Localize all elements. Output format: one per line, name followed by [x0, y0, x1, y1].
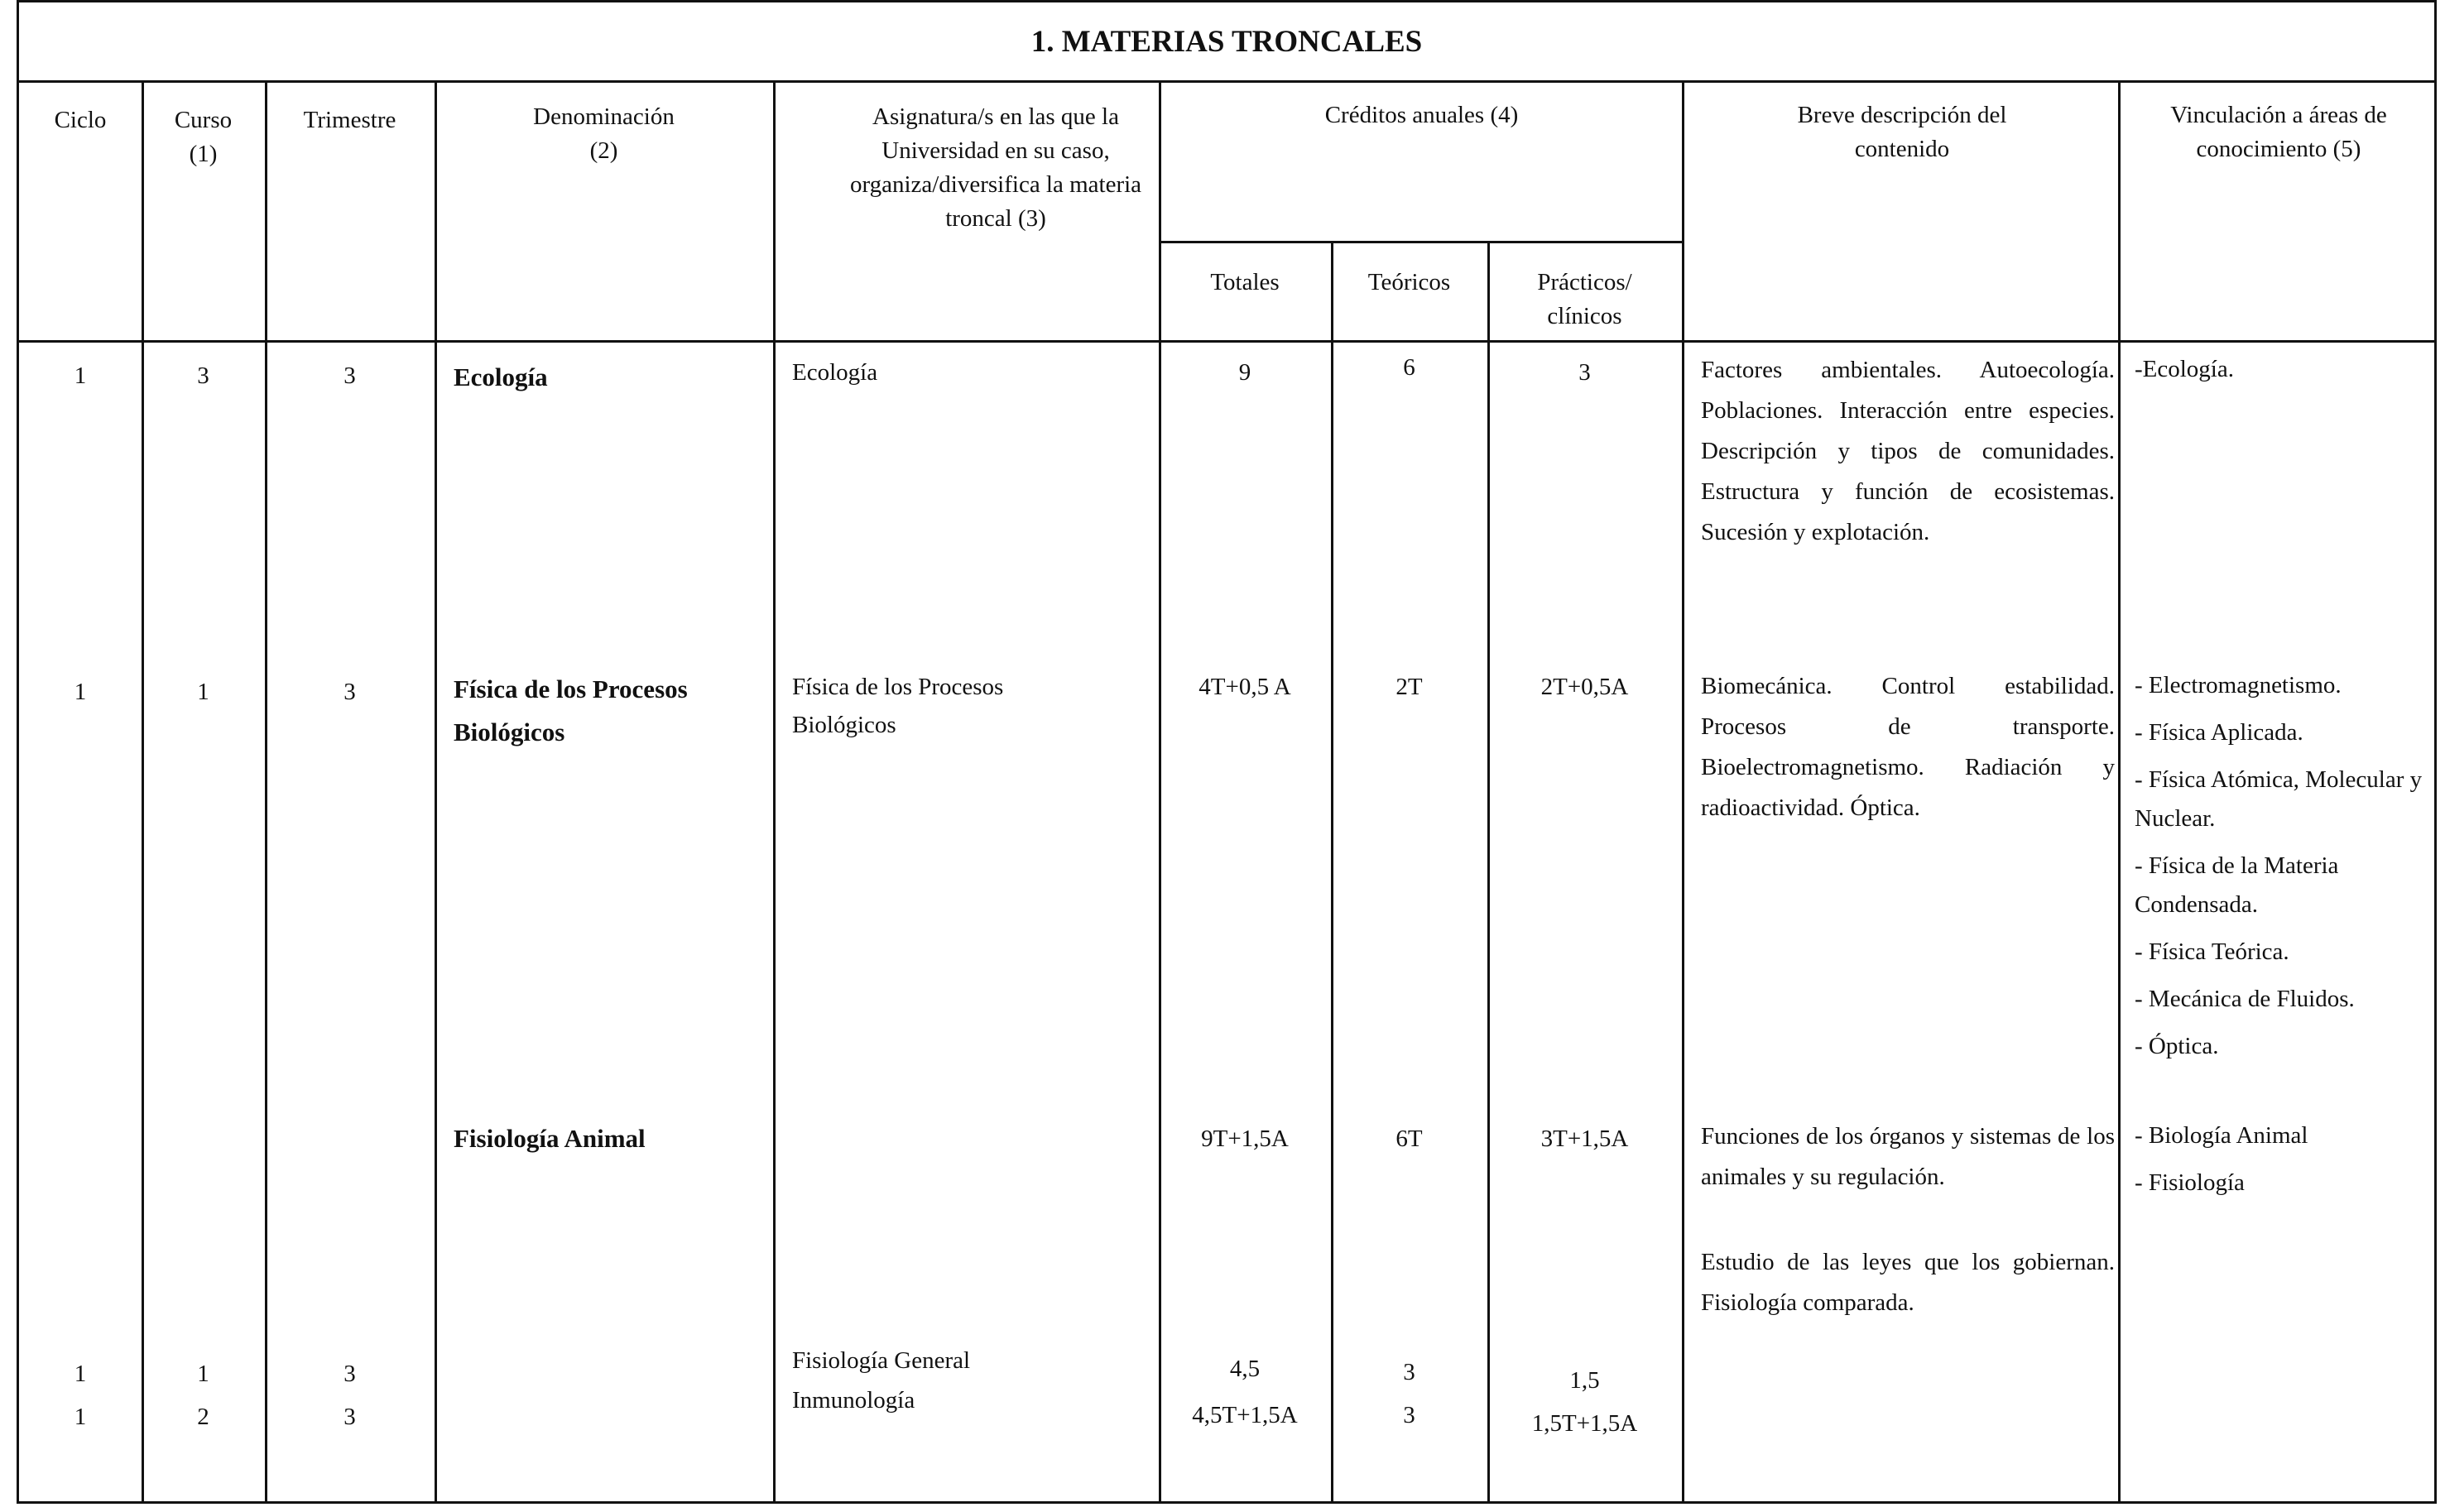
row3-teoricos: 6T	[1395, 1126, 1423, 1152]
header-bottom-rule	[19, 340, 2434, 343]
col-divider	[2118, 83, 2121, 1504]
row2-trimestre: 3	[343, 679, 356, 705]
row2-area: - Física Aplicada.	[2135, 719, 2303, 746]
row3-areas	[2135, 1116, 2424, 1211]
row1-ciclo: 1	[74, 362, 87, 389]
row4-teoricos: 3	[1403, 1359, 1415, 1385]
col-divider	[1331, 242, 1333, 1504]
row3-totales: 9T+1,5A	[1201, 1126, 1289, 1152]
row1-denominacion: Ecología	[454, 362, 548, 391]
row2-asignatura: Física de los Procesos Biológicos	[792, 674, 1004, 738]
row2-area: - Óptica.	[2135, 1033, 2219, 1059]
header-descripcion: Breve descripción del contenido	[1797, 102, 2007, 162]
header-denominacion-text: Denominación (2)	[533, 103, 675, 164]
row4-curso: 1	[197, 1361, 209, 1387]
header-practicos-text: Prácticos/ clínicos	[1537, 269, 1632, 329]
header-curso	[142, 103, 265, 171]
row1-area-0: -Ecología.	[2135, 356, 2234, 382]
row1-teoricos: 6	[1403, 354, 1415, 381]
col-divider	[265, 83, 267, 1504]
header-teoricos: Teóricos	[1367, 269, 1451, 295]
row3-area: - Biología Animal	[2135, 1122, 2308, 1149]
row4-asignatura: Fisiología General	[792, 1347, 971, 1374]
row2-curso: 1	[197, 679, 209, 705]
row3-descripcion2: Estudio de las leyes que los gobiernan. Fisiología comparada.	[1701, 1249, 2115, 1316]
col-divider	[435, 83, 437, 1504]
row4-practicos: 1,5	[1569, 1367, 1600, 1394]
row2-areas	[2135, 666, 2424, 1074]
row2-teoricos: 2T	[1395, 674, 1423, 700]
header-vinculacion: Vinculación a áreas de conocimiento (5)	[2170, 102, 2387, 162]
col-divider	[142, 83, 144, 1504]
row5-curso: 2	[197, 1404, 209, 1430]
row1-totales: 9	[1238, 359, 1251, 386]
row5-trimestre: 3	[343, 1404, 356, 1430]
row2-denominacion: Física de los Procesos Biológicos	[454, 674, 688, 746]
row2-area: - Física Teórica.	[2135, 938, 2289, 965]
row2-descripcion: Biomecánica. Control estabilidad. Procesos de transporte. Bioelectromagnetismo. Radiación y radioactividad. Óptica.	[1701, 673, 2115, 821]
header-curso-text: Curso (1)	[174, 107, 233, 167]
row5-practicos: 1,5T+1,5A	[1531, 1410, 1638, 1437]
header-trimestre: Trimestre	[303, 107, 396, 133]
row2-area: - Física de la Materia Condensada.	[2135, 852, 2339, 918]
row1-practicos: 3	[1578, 359, 1591, 386]
row5-teoricos: 3	[1403, 1402, 1415, 1428]
row2-practicos: 2T+0,5A	[1540, 674, 1629, 700]
header-totales: Totales	[1210, 269, 1280, 295]
row4-trimestre: 3	[343, 1361, 356, 1387]
header-ciclo: Ciclo	[54, 107, 107, 133]
row3-practicos: 3T+1,5A	[1540, 1126, 1629, 1152]
col-divider	[773, 83, 776, 1504]
row5-asignatura: Inmunología	[792, 1387, 915, 1414]
row4-ciclo: 1	[74, 1361, 87, 1387]
row2-totales: 4T+0,5 A	[1198, 674, 1291, 700]
row3-area: - Fisiología	[2135, 1169, 2245, 1196]
row5-ciclo: 1	[74, 1404, 87, 1430]
header-denominacion	[435, 100, 773, 168]
header-creditos: Créditos anuales (4)	[1324, 102, 1519, 128]
row1-curso: 3	[197, 362, 209, 389]
row2-area: - Física Atómica, Molecular y Nuclear.	[2135, 766, 2423, 832]
row2-area: - Mecánica de Fluidos.	[2135, 986, 2355, 1012]
row2-ciclo: 1	[74, 679, 87, 705]
row1-asignatura: Ecología	[792, 359, 878, 386]
row4-totales: 4,5	[1229, 1356, 1261, 1382]
row2-area: - Electromagnetismo.	[2135, 672, 2342, 698]
col-divider	[1487, 242, 1490, 1504]
row5-totales: 4,5T+1,5A	[1192, 1402, 1298, 1428]
row3-denominacion: Fisiología Animal	[454, 1124, 646, 1153]
row3-descripcion: Funciones de los órganos y sistemas de los animales y su regulación.	[1701, 1123, 2115, 1190]
creditos-divider	[1159, 241, 1684, 243]
troncales-table	[17, 0, 2437, 1504]
row1-descripcion: Factores ambientales. Autoecología. Poblaciones. Interacción entre especies. Descripción y tipos de comunidades. Estructura y función de ecosistemas. Sucesión y explotación.	[1701, 357, 2115, 545]
header-asignatura: Asignatura/s en las que la Universidad en su caso, organiza/diversifica la materia troncal (3)	[849, 103, 1142, 232]
header-practicos	[1487, 266, 1682, 334]
row1-trimestre: 3	[343, 362, 356, 389]
table-title: 1. MATERIAS TRONCALES	[19, 2, 2434, 83]
col-divider	[1682, 83, 1684, 1504]
